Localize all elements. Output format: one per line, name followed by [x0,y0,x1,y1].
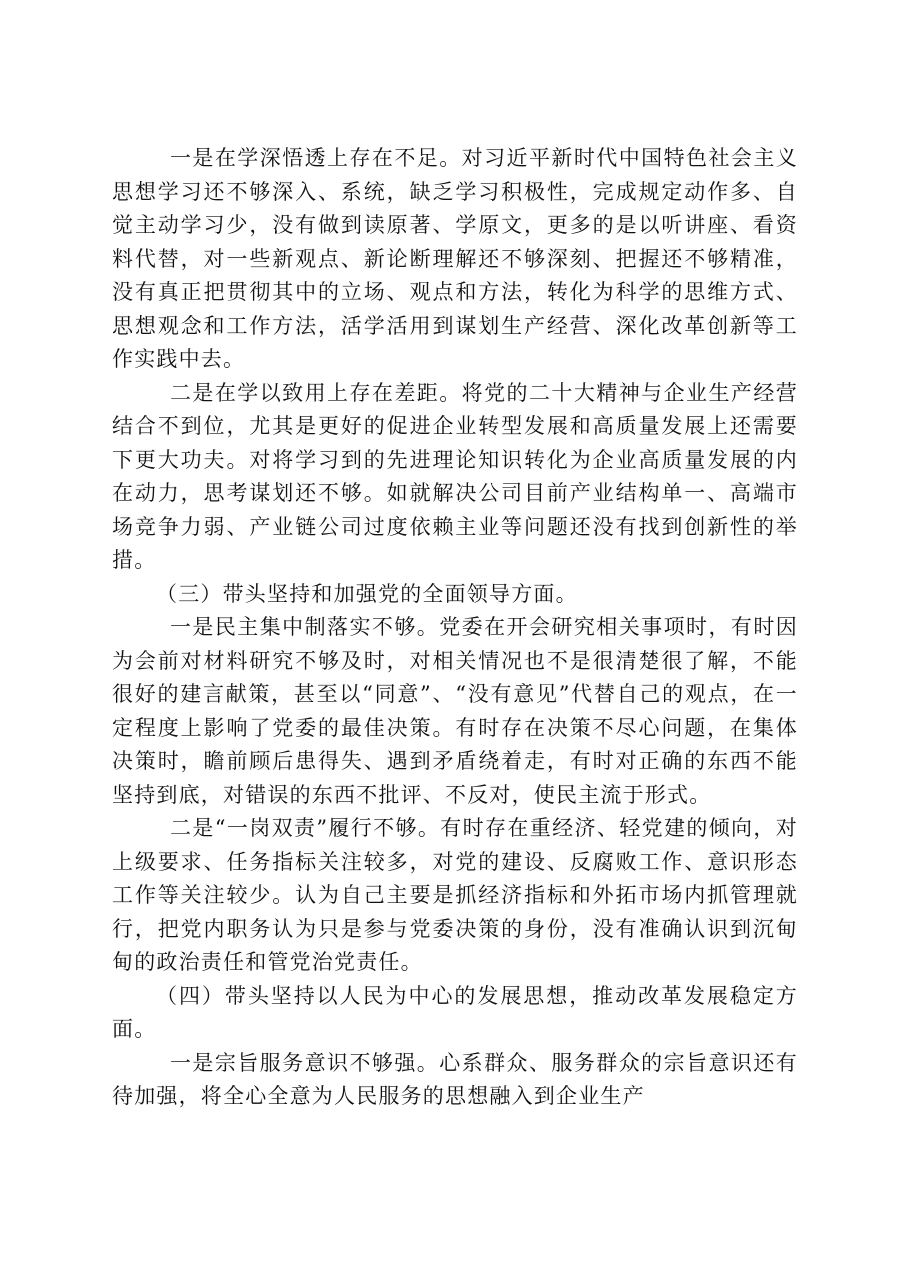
paragraph-democratic-centralism: 一是民主集中制落实不够。党委在开会研究相关事项时，有时因为会前对材料研究不够及时，对相关情况也不是很清楚很了解，不能很好的建言献策，甚至以“同意”、“没有意见”代替自己的观点，在一定程度上影响了党委的最佳决策。有时存在决策不尽心问题，在集体决策时，瞻前顾后患得失、遇到矛盾绕着走，有时对正确的东西不能坚持到底，对错误的东西不批评、不反对，使民主流于形式。 [112,615,798,807]
paragraph-dual-responsibility: 二是“一岗双责”履行不够。有时存在重经济、轻党建的倾向，对上级要求、任务指标关注较多，对党的建设、反腐败工作、意识形态工作等关注较少。认为自己主要是抓经济指标和外拓市场内抓管理就行，把党内职务认为只是参与党委决策的身份，没有准确认识到沉甸甸的政治责任和管党治党责任。 [112,816,798,974]
document-page [112,142,798,1114]
paragraph-application-gap: 二是在学以致用上存在差距。将党的二十大精神与企业生产经营结合不到位，尤其是更好的促进企业转型发展和高质量发展上还需要下更大功夫。对将学习到的先进理论知识转化为企业高质量发展的内在动力，思考谋划还不够。如就解决公司目前产业结构单一、高端市场竞争力弱、产业链公司过度依赖主业等问题还没有找到创新性的举措。 [112,380,798,572]
section-heading-3: （三）带头坚持和加强党的全面领导方面。 [156,581,578,606]
paragraph-study-shortfall: 一是在学深悟透上存在不足。对习近平新时代中国特色社会主义思想学习还不够深入、系统，缺乏学习积极性，完成规定动作多、自觉主动学习少，没有做到读原著、学原文，更多的是以听讲座、看资料代替，对一些新观点、新论断理解还不够深刻、把握还不够精准，没有真正把贯彻其中的立场、观点和方法，转化为科学的思维方式、思想观念和工作方法，活学活用到谋划生产经营、深化改革创新等工作实践中去。 [112,146,798,371]
section-heading-4: （四）带头坚持以人民为中心的发展思想，推动改革发展稳定方面。 [112,983,798,1041]
paragraph-service-awareness: 一是宗旨服务意识不够强。心系群众、服务群众的宗旨意识还有待加强，将全心全意为人民服务的思想融入到企业生产 [112,1050,798,1108]
